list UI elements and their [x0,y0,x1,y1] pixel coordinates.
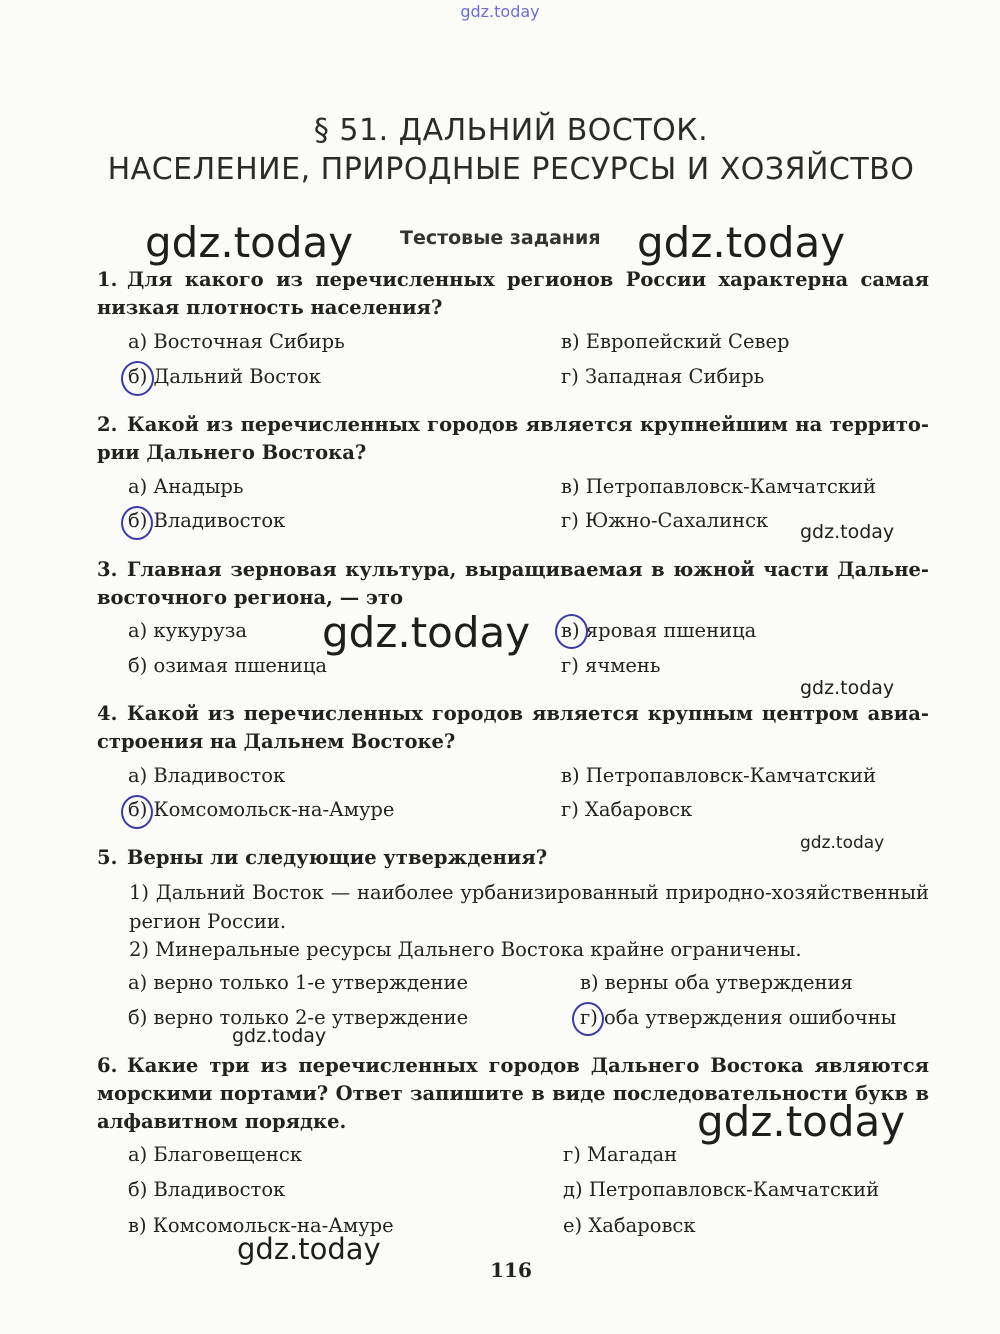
page-number: 116 [490,1258,532,1282]
option-4a: а) Владивосток [128,764,286,787]
page-title-line-1: § 51. ДАЛЬНИЙ ВОСТОК. [313,113,709,148]
option-6b: б) Владивосток [128,1178,286,1201]
option-4v: в) Петропавловск-Камчатский [561,764,877,787]
option-2v: в) Петропавловск-Камчатский [561,475,877,498]
question-number: 2. [97,413,118,436]
option-6e: е) Хабаровск [563,1214,696,1237]
answer-mark-circle [121,795,153,829]
option-3a: а) кукуруза [128,619,247,642]
option-6v: в) Комсомольск-на-Амуре [128,1214,394,1237]
watermark: gdz.today [800,521,895,543]
answer-mark-circle [121,506,153,540]
question-4 [97,700,929,756]
answer-mark-circle [555,614,588,649]
watermark: gdz.today [800,833,885,853]
option-2b: б) Владивосток [128,509,286,532]
option-4g: г) Хабаровск [561,798,693,821]
option-1g: г) Западная Сибирь [561,365,765,388]
option-2g: г) Южно-Сахалинск [561,509,769,532]
option-1a: а) Восточная Сибирь [128,330,345,353]
watermark: gdz.today [800,677,895,699]
option-1v: в) Европейский Север [561,330,790,353]
question-1 [97,266,929,322]
watermark: gdz.today [697,1097,906,1146]
option-5a: а) верно только 1-е утверждение [128,971,469,994]
question-number: 1. [97,268,118,291]
question-text: Какой из перечисленных городов является крупнейшим на территории Дальнего Востока? [97,413,929,464]
question-number: 3. [97,558,118,581]
question-2 [97,411,929,467]
answer-mark-circle [121,361,154,396]
question-text: Главная зерновая культура, выращиваемая в южной части Дальневосточного региона, — это [97,558,929,609]
watermark: gdz.today [637,218,846,267]
question-3 [97,556,929,612]
answer-mark-circle [572,1002,604,1036]
option-5g: г) оба утверждения ошибочны [580,1006,897,1029]
option-6a: а) Благовещенск [128,1143,303,1166]
statement-2: 2) Минеральные ресурсы Дальнего Востока крайне ограничены. [129,938,802,961]
page-title-line-2: НАСЕЛЕНИЕ, ПРИРОДНЫЕ РЕСУРСЫ И ХОЗЯЙСТВО [107,152,915,187]
option-3b: б) озимая пшеница [128,654,328,677]
option-5v: в) верны оба утверждения [580,971,853,994]
option-6d: д) Петропавловск-Камчатский [563,1178,880,1201]
option-5b: б) верно только 2-е утверждение [128,1006,469,1029]
section-label: Тестовые задания [400,227,601,249]
question-text: Верны ли следующие утверждения? [127,846,548,869]
watermark: gdz.today [232,1025,327,1047]
option-3v: в) яровая пшеница [561,619,757,642]
option-3g: г) ячмень [561,654,661,677]
question-number: 4. [97,702,118,725]
question-number: 5. [97,846,118,869]
question-text: Для какого из перечисленных регионов России характерна самая низкая плотность населения? [97,268,929,319]
watermark: gdz.today [322,608,531,657]
statement-1: 1) Дальний Восток — наиболее урбанизированный природно-хозяйственный регион России. [129,881,929,933]
question-text: Какой из перечисленных городов является крупным центром авиастроения на Дальнем Востоке? [97,702,929,753]
watermark: gdz.today [145,218,354,267]
watermark: gdz.today [237,1232,381,1266]
top-watermark: gdz.today [460,2,540,21]
option-6g: г) Магадан [563,1143,678,1166]
option-2a: а) Анадырь [128,475,244,498]
option-1b: б) Дальний Восток [128,365,321,388]
option-4b: б) Комсомольск-на-Амуре [128,798,395,821]
question-text: Какие три из перечисленных городов Дальнего Востока являются морскими портами? Ответ запишите в виде последовательности букв в алфавитном порядке. [97,1054,929,1133]
question-number: 6. [97,1054,118,1077]
